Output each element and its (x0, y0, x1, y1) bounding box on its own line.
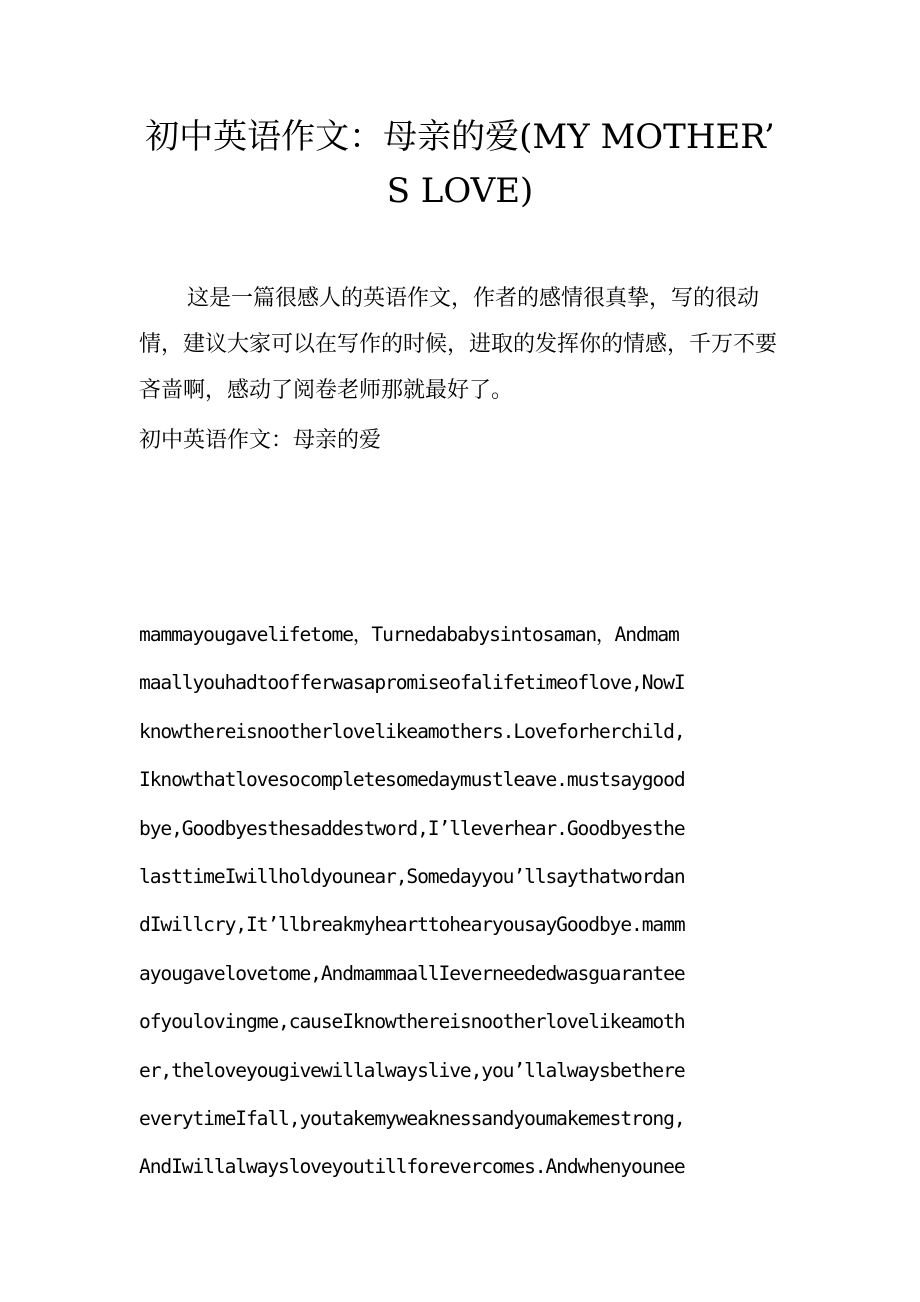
intro-line: 这是一篇很感人的英语作文，作者的感情很真挚，写 (187, 286, 694, 311)
intro-line: 情感，千万不要吝啬啊，感动了阅卷老师那就最好了。 (139, 332, 778, 403)
essay-body (139, 611, 799, 1192)
section-heading: 初中英语作文：母亲的爱 (139, 428, 382, 453)
essay-line: AndIwillalwaysloveyoutillforevercomes.Andwhenyounee (139, 1155, 685, 1179)
intro-line: 的很动情，建议大家可以在写作的时候，进取的发挥你的 (139, 286, 760, 357)
essay-line: er,theloveyougivewillalwayslive,you’llalwaysbethere (139, 1058, 685, 1082)
essay-line: lasttimeIwillholdyounear,Somedayyou’llsaythatwordan (139, 865, 685, 889)
essay-line: maallyouhadtoofferwasapromiseofalifetimeoflove,NowI (139, 671, 685, 695)
essay-line: mammayougavelifetome，Turnedababysintosaman，Andmam (139, 623, 679, 646)
essay-line: dIwillcry,It’llbreakmyhearttohearyousayGoodbye.mamm (139, 913, 685, 937)
essay-line: bye,Goodbyesthesaddestword,I’lleverhear.Goodbyesthe (139, 816, 685, 840)
essay-line: knowthereisnootherlovelikeamothers.Loveforherchild, (139, 719, 685, 743)
title-line: 初中英语作文：母亲的爱(MY MOTHER’ (145, 117, 775, 157)
intro-paragraph (139, 276, 779, 414)
document-title (120, 110, 800, 218)
title-line: S LOVE) (386, 171, 534, 211)
essay-line: Iknowthatlovesocompletesomedaymustleave.mustsaygood (139, 768, 685, 792)
essay-line: ofyoulovingme,causeIknowthereisnootherlovelikeamoth (139, 1010, 685, 1034)
essay-line: everytimeIfall,youtakemyweaknessandyoumakemestrong, (139, 1107, 685, 1131)
essay-line: ayougavelovetome,AndmammaallIeverneededwasguarantee (139, 961, 685, 985)
